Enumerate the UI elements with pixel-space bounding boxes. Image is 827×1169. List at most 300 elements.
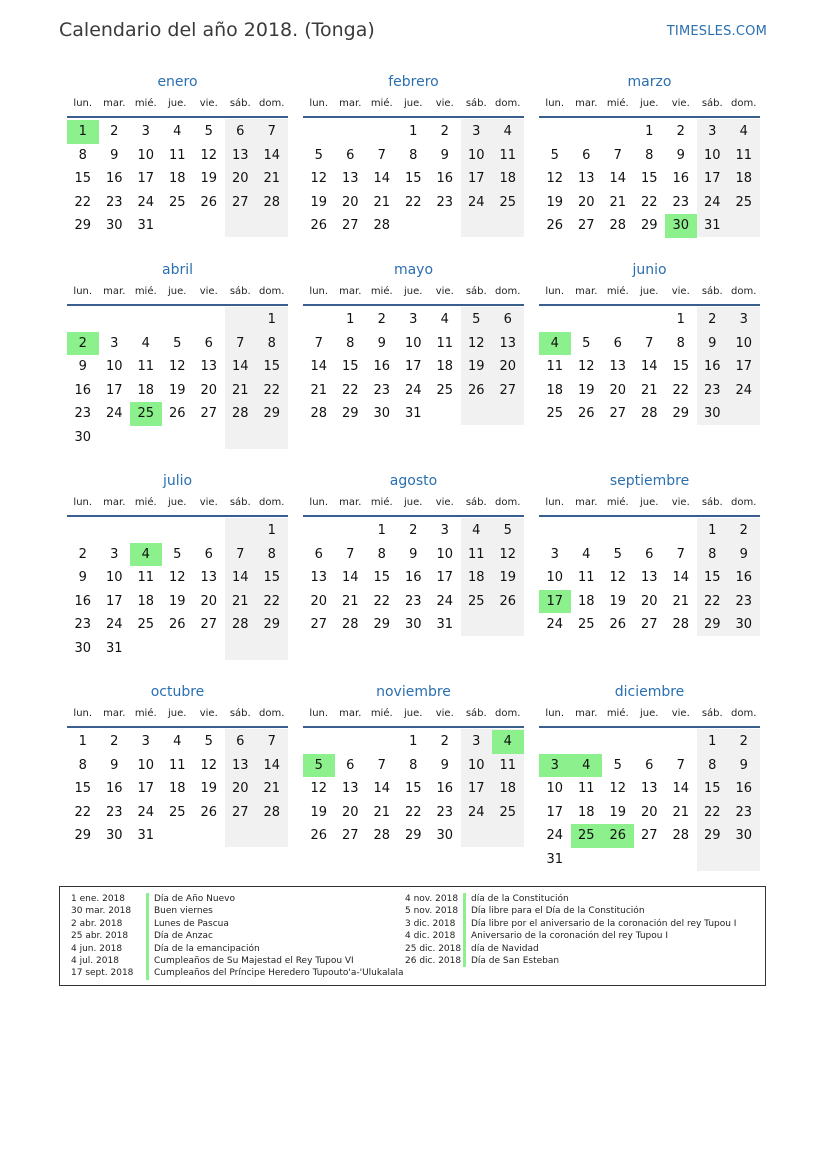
weekday-label: jue. (640, 286, 659, 297)
day-cell: 29 (703, 617, 721, 633)
day-cell: 26 (310, 828, 328, 844)
day-cell: 15 (373, 570, 391, 586)
holiday-day-cell: 25 (571, 824, 603, 848)
day-cell: 31 (105, 641, 123, 656)
day-cell: 10 (546, 781, 564, 797)
holiday-day-cell: 2 (67, 332, 99, 356)
legend-holiday-marker (146, 943, 149, 955)
legend-holiday-marker (463, 943, 466, 955)
day-cell: 16 (105, 781, 123, 797)
day-cell: 14 (231, 570, 249, 586)
day-cell: 23 (436, 194, 454, 210)
day-cell: 23 (735, 804, 753, 820)
day-cell: 14 (341, 570, 359, 586)
weekday-label: dom. (731, 708, 757, 719)
day-cell: 1 (267, 523, 276, 538)
day-cell: 13 (200, 570, 218, 586)
day-cell: 21 (263, 171, 281, 187)
day-cell: 23 (74, 406, 92, 422)
weekday-label: lun. (545, 708, 565, 719)
holiday-day-cell: 30 (665, 214, 697, 238)
day-cell: 12 (467, 335, 485, 351)
day-cell: 16 (436, 171, 454, 187)
day-cell: 8 (409, 757, 418, 773)
weekday-label: jue. (168, 286, 187, 297)
day-cell: 29 (74, 828, 92, 844)
day-cell: 8 (708, 546, 717, 562)
weekday-label: jue. (404, 708, 423, 719)
day-cell: 17 (137, 171, 155, 187)
legend-holiday-marker (146, 893, 149, 905)
day-cell: 9 (440, 147, 449, 163)
day-cell: 20 (640, 593, 658, 609)
month-title: mayo (393, 262, 434, 278)
day-cell: 24 (735, 382, 753, 398)
day-cell: 5 (503, 523, 512, 538)
weekday-label: lun. (73, 497, 93, 508)
day-cell: 20 (640, 804, 658, 820)
day-cell: 1 (267, 312, 276, 327)
day-cell: 4 (173, 124, 182, 139)
day-cell: 6 (645, 757, 654, 773)
weekday-label: vie. (671, 497, 690, 508)
legend-date: 2 abr. 2018 (71, 918, 123, 929)
day-cell: 30 (735, 617, 753, 633)
day-cell: 19 (546, 194, 564, 210)
day-cell: 24 (105, 617, 123, 633)
holiday-day-cell: 5 (303, 754, 335, 778)
day-cell: 5 (173, 546, 182, 562)
day-cell: 1 (708, 523, 717, 538)
day-cell: 3 (550, 546, 559, 562)
day-cell: 7 (346, 546, 355, 562)
legend-holiday-name: Día libre para el Día de la Constitución (471, 906, 645, 917)
day-cell: 28 (310, 406, 328, 422)
legend-holiday-name: Buen viernes (154, 906, 213, 917)
day-cell: 3 (110, 546, 119, 562)
day-cell: 31 (703, 218, 721, 234)
day-cell: 6 (346, 147, 355, 163)
day-cell: 1 (645, 124, 654, 139)
day-cell: 9 (708, 335, 717, 351)
legend-date: 5 nov. 2018 (405, 906, 459, 917)
day-cell: 27 (499, 382, 517, 398)
legend-date: 4 jul. 2018 (71, 955, 119, 966)
day-cell: 3 (739, 312, 748, 327)
day-cell: 11 (168, 147, 186, 163)
day-cell: 2 (377, 312, 386, 327)
weekday-label: mar. (103, 98, 126, 109)
day-cell: 24 (467, 194, 485, 210)
weekday-label: lun. (73, 98, 93, 109)
day-cell: 15 (640, 171, 658, 187)
day-cell: 11 (467, 546, 485, 562)
day-cell: 26 (168, 617, 186, 633)
day-cell: 18 (735, 171, 753, 187)
day-cell: 11 (499, 147, 517, 163)
day-cell: 31 (436, 617, 454, 633)
day-cell: 8 (645, 147, 654, 163)
day-cell: 5 (472, 312, 481, 327)
day-cell: 24 (467, 804, 485, 820)
day-cell: 7 (377, 757, 386, 773)
day-cell: 20 (341, 804, 359, 820)
day-cell: 7 (267, 734, 276, 749)
weekday-label: sáb. (465, 708, 487, 719)
legend-holiday-marker (146, 930, 149, 942)
month-header-rule (539, 116, 760, 118)
legend-date: 25 dic. 2018 (405, 943, 462, 954)
day-cell: 27 (310, 617, 328, 633)
day-cell: 3 (440, 523, 449, 538)
month-title: marzo (627, 74, 672, 90)
weekday-label: sáb. (701, 497, 723, 508)
day-cell: 25 (735, 194, 753, 210)
day-cell: 25 (499, 804, 517, 820)
day-cell: 11 (546, 359, 564, 375)
day-cell: 9 (377, 335, 386, 351)
holiday-day-cell: 4 (539, 332, 571, 356)
day-cell: 29 (263, 406, 281, 422)
day-cell: 3 (110, 335, 119, 351)
day-cell: 9 (739, 757, 748, 773)
day-cell: 5 (582, 335, 591, 351)
weekday-label: lun. (545, 286, 565, 297)
day-cell: 1 (409, 124, 418, 139)
day-cell: 12 (200, 757, 218, 773)
day-cell: 13 (231, 757, 249, 773)
month-header-rule (67, 726, 288, 728)
day-cell: 15 (703, 570, 721, 586)
day-cell: 13 (499, 335, 517, 351)
day-cell: 26 (310, 218, 328, 234)
holiday-day-cell: 4 (492, 730, 524, 754)
weekday-label: jue. (640, 98, 659, 109)
legend-holiday-name: Día libre por el aniversario de la coronación del rey Tupou I (471, 918, 737, 929)
legend-holiday-marker (146, 967, 149, 979)
month-header-rule (67, 116, 288, 118)
day-cell: 11 (436, 335, 454, 351)
page-title: Calendario del año 2018. (Tonga) (59, 19, 375, 41)
day-cell: 25 (577, 617, 595, 633)
weekday-label: mié. (370, 98, 393, 109)
day-cell: 10 (105, 359, 123, 375)
day-cell: 20 (231, 171, 249, 187)
day-cell: 30 (105, 828, 123, 844)
day-cell: 5 (204, 124, 213, 139)
day-cell: 14 (672, 781, 690, 797)
weekday-label: jue. (404, 497, 423, 508)
day-cell: 18 (546, 382, 564, 398)
day-cell: 22 (263, 593, 281, 609)
day-cell: 21 (609, 194, 627, 210)
weekday-label: jue. (640, 708, 659, 719)
day-cell: 15 (74, 781, 92, 797)
day-cell: 18 (499, 171, 517, 187)
day-cell: 7 (676, 546, 685, 562)
weekday-label: mié. (606, 497, 629, 508)
day-cell: 26 (499, 593, 517, 609)
month-title: abril (161, 262, 193, 278)
legend-holiday-marker (463, 918, 466, 930)
day-cell: 15 (263, 359, 281, 375)
day-cell: 12 (200, 147, 218, 163)
weekday-label: mar. (103, 497, 126, 508)
weekday-label: jue. (168, 708, 187, 719)
brand-link[interactable]: TIMESLES.COM (666, 24, 767, 39)
day-cell: 21 (373, 194, 391, 210)
day-cell: 21 (231, 593, 249, 609)
day-cell: 21 (341, 593, 359, 609)
day-cell: 14 (640, 359, 658, 375)
day-cell: 23 (735, 593, 753, 609)
day-cell: 20 (200, 593, 218, 609)
weekday-label: dom. (495, 286, 521, 297)
legend-date: 4 dic. 2018 (405, 931, 456, 942)
day-cell: 9 (110, 147, 119, 163)
day-cell: 22 (373, 593, 391, 609)
day-cell: 9 (110, 757, 119, 773)
day-cell: 19 (609, 593, 627, 609)
day-cell: 10 (105, 570, 123, 586)
day-cell: 24 (436, 593, 454, 609)
weekday-label: vie. (435, 708, 454, 719)
day-cell: 9 (676, 147, 685, 163)
day-cell: 12 (310, 171, 328, 187)
day-cell: 2 (676, 124, 685, 139)
legend-date: 3 dic. 2018 (405, 918, 456, 929)
day-cell: 10 (137, 147, 155, 163)
day-cell: 10 (703, 147, 721, 163)
legend-holiday-name: día de Navidad (471, 943, 539, 954)
weekday-label: mié. (134, 497, 157, 508)
day-cell: 31 (546, 852, 564, 867)
day-cell: 20 (310, 593, 328, 609)
legend-holiday-name: Aniversario de la coronación del rey Tupou I (471, 931, 668, 942)
day-cell: 6 (314, 546, 323, 562)
day-cell: 13 (310, 570, 328, 586)
day-cell: 26 (577, 406, 595, 422)
month-header-rule (539, 515, 760, 517)
day-cell: 29 (341, 406, 359, 422)
day-cell: 6 (582, 147, 591, 163)
month-title: enero (157, 74, 198, 90)
day-cell: 2 (110, 124, 119, 139)
day-cell: 15 (341, 359, 359, 375)
day-cell: 7 (613, 147, 622, 163)
day-cell: 1 (78, 734, 87, 749)
weekday-label: mié. (134, 708, 157, 719)
day-cell: 4 (440, 312, 449, 327)
day-cell: 17 (105, 593, 123, 609)
day-cell: 8 (267, 335, 276, 351)
day-cell: 14 (373, 781, 391, 797)
day-cell: 27 (200, 406, 218, 422)
day-cell: 27 (341, 218, 359, 234)
holiday-day-cell: 26 (602, 824, 634, 848)
weekday-label: dom. (731, 286, 757, 297)
day-cell: 13 (609, 359, 627, 375)
day-cell: 23 (672, 194, 690, 210)
legend-holiday-name: Día de Anzac (154, 931, 213, 942)
weekday-label: mar. (339, 98, 362, 109)
day-cell: 12 (168, 359, 186, 375)
day-cell: 14 (263, 147, 281, 163)
day-cell: 23 (436, 804, 454, 820)
holiday-day-cell: 1 (67, 120, 99, 144)
day-cell: 13 (231, 147, 249, 163)
day-cell: 16 (373, 359, 391, 375)
day-cell: 30 (74, 641, 92, 656)
day-cell: 24 (546, 617, 564, 633)
day-cell: 18 (137, 382, 155, 398)
day-cell: 15 (404, 171, 422, 187)
holiday-day-cell: 17 (539, 590, 571, 614)
weekday-label: sáb. (701, 708, 723, 719)
legend-holiday-name: Cumpleaños del Príncipe Heredero Tupouto'a-'Ulukalala (154, 968, 404, 979)
day-cell: 21 (231, 382, 249, 398)
day-cell: 21 (373, 804, 391, 820)
day-cell: 6 (204, 335, 213, 351)
day-cell: 8 (78, 757, 87, 773)
day-cell: 22 (263, 382, 281, 398)
day-cell: 29 (74, 218, 92, 234)
weekday-label: sáb. (701, 286, 723, 297)
day-cell: 28 (231, 617, 249, 633)
day-cell: 14 (231, 359, 249, 375)
day-cell: 2 (110, 734, 119, 749)
day-cell: 10 (404, 335, 422, 351)
day-cell: 18 (137, 593, 155, 609)
month-header-rule (539, 726, 760, 728)
weekday-label: mar. (339, 286, 362, 297)
weekday-label: lun. (309, 497, 329, 508)
weekday-label: lun. (73, 286, 93, 297)
day-cell: 22 (341, 382, 359, 398)
day-cell: 26 (200, 804, 218, 820)
month-title: febrero (388, 74, 439, 90)
weekday-label: vie. (199, 286, 218, 297)
day-cell: 7 (314, 335, 323, 351)
weekday-label: sáb. (465, 286, 487, 297)
weekday-label: jue. (168, 497, 187, 508)
day-cell: 28 (263, 194, 281, 210)
day-cell: 16 (74, 593, 92, 609)
day-cell: 22 (703, 593, 721, 609)
day-cell: 15 (672, 359, 690, 375)
weekday-label: lun. (545, 497, 565, 508)
weekday-label: vie. (671, 708, 690, 719)
day-cell: 17 (105, 382, 123, 398)
day-cell: 29 (703, 828, 721, 844)
day-cell: 6 (346, 757, 355, 773)
day-cell: 7 (645, 335, 654, 351)
day-cell: 5 (613, 546, 622, 562)
day-cell: 31 (404, 406, 422, 422)
day-cell: 30 (105, 218, 123, 234)
day-cell: 27 (341, 828, 359, 844)
day-cell: 20 (577, 194, 595, 210)
day-cell: 7 (236, 546, 245, 562)
weekday-label: sáb. (229, 286, 251, 297)
holiday-day-cell: 25 (130, 402, 162, 426)
day-cell: 27 (200, 617, 218, 633)
day-cell: 3 (472, 734, 481, 749)
day-cell: 2 (739, 523, 748, 538)
day-cell: 14 (373, 171, 391, 187)
day-cell: 16 (735, 570, 753, 586)
holiday-legend (59, 886, 766, 986)
day-cell: 11 (577, 781, 595, 797)
legend-date: 17 sept. 2018 (71, 968, 134, 979)
day-cell: 10 (546, 570, 564, 586)
weekday-label: vie. (199, 708, 218, 719)
day-cell: 21 (263, 781, 281, 797)
day-cell: 23 (105, 194, 123, 210)
weekday-label: mar. (339, 497, 362, 508)
day-cell: 24 (404, 382, 422, 398)
month-title: octubre (150, 684, 205, 700)
day-cell: 7 (377, 147, 386, 163)
day-cell: 18 (467, 570, 485, 586)
weekday-label: mar. (575, 708, 598, 719)
day-cell: 1 (346, 312, 355, 327)
day-cell: 13 (640, 781, 658, 797)
legend-holiday-name: Día de San Esteban (471, 955, 560, 966)
day-cell: 9 (78, 359, 87, 375)
day-cell: 1 (409, 734, 418, 749)
day-cell: 28 (373, 218, 391, 234)
weekday-label: dom. (259, 98, 285, 109)
day-cell: 28 (263, 804, 281, 820)
day-cell: 26 (609, 617, 627, 633)
day-cell: 30 (436, 828, 454, 844)
day-cell: 3 (708, 124, 717, 139)
day-cell: 6 (613, 335, 622, 351)
day-cell: 25 (499, 194, 517, 210)
day-cell: 17 (546, 804, 564, 820)
day-cell: 29 (263, 617, 281, 633)
day-cell: 20 (341, 194, 359, 210)
day-cell: 8 (78, 147, 87, 163)
weekday-label: mar. (575, 98, 598, 109)
day-cell: 14 (310, 359, 328, 375)
weekday-label: dom. (259, 708, 285, 719)
legend-holiday-name: Cumpleaños de Su Majestad el Rey Tupou VI (154, 955, 354, 966)
weekday-label: dom. (495, 98, 521, 109)
day-cell: 27 (231, 804, 249, 820)
day-cell: 8 (708, 757, 717, 773)
month-header-rule (303, 116, 524, 118)
day-cell: 2 (440, 734, 449, 749)
weekday-label: jue. (640, 497, 659, 508)
day-cell: 5 (613, 757, 622, 773)
day-cell: 4 (582, 546, 591, 562)
day-cell: 26 (467, 382, 485, 398)
day-cell: 13 (200, 359, 218, 375)
day-cell: 6 (236, 124, 245, 139)
weekday-label: mié. (134, 286, 157, 297)
day-cell: 25 (137, 617, 155, 633)
day-cell: 8 (409, 147, 418, 163)
legend-holiday-name: Lunes de Pascua (154, 918, 229, 929)
day-cell: 4 (739, 124, 748, 139)
legend-holiday-marker (463, 893, 466, 905)
weekday-label: lun. (309, 708, 329, 719)
day-cell: 15 (263, 570, 281, 586)
day-cell: 10 (467, 147, 485, 163)
day-cell: 25 (168, 804, 186, 820)
